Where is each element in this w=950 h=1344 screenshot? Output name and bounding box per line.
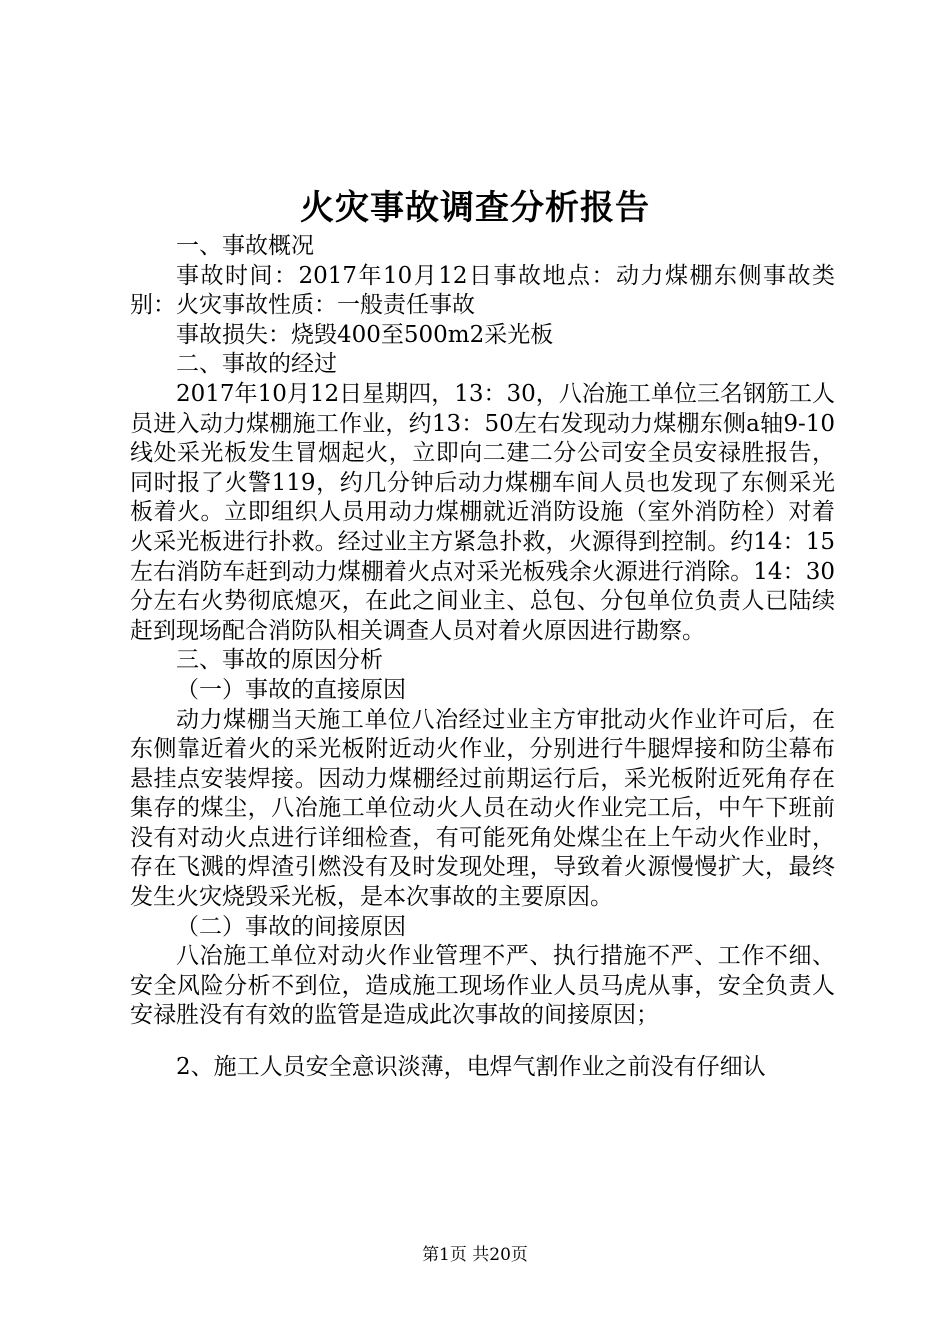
section-heading-cause-analysis: 三、事故的原因分析	[176, 647, 383, 674]
section-heading-process: 二、事故的经过	[176, 351, 337, 378]
paragraph-accident-loss: 事故损失：烧毁400至500m2采光板	[176, 321, 554, 348]
paragraph-direct-cause: 动力煤棚当天施工单位八冶经过业主方审批动火作业许可后，在东侧靠近着火的采光板附近动火作业，分别进行牛腿焊接和防尘幕布悬挂点安装焊接。因动力煤棚经过前期运行后，采光板附近死角存在集存的煤尘，八冶施工单位动火人员在动火作业完工后，中午下班前没有对动火点进行详细检查，有可能死角处煤尘在上午动火作业时，存在飞溅的焊渣引燃没有及时发现处理，导致着火源慢慢扩大，最终发生火灾烧毁采光板，是本次事故的主要原因。	[130, 706, 835, 911]
document-title: 火灾事故调查分析报告	[300, 188, 650, 228]
section-heading-overview: 一、事故概况	[176, 233, 314, 259]
document-body	[130, 232, 835, 1083]
subheading-direct-cause: （一）事故的直接原因	[176, 676, 406, 703]
paragraph-indirect-cause: 八冶施工单位对动火作业管理不严、执行措施不严、工作不细、安全风险分析不到位，造成施工现场作业人员马虎从事，安全负责人安禄胜没有有效的监管是造成此次事故的间接原因；	[130, 943, 835, 1029]
subheading-indirect-cause: （二）事故的间接原因	[176, 913, 406, 940]
page-footer: 第1页 共20页	[422, 1245, 528, 1265]
paragraph-item-2: 2、施工人员安全意识淡薄，电焊气割作业之前没有仔细认	[176, 1054, 766, 1081]
paragraph-accident-info: 事故时间：2017年10月12日事故地点：动力煤棚东侧事故类别：火灾事故性质：一般责任事故	[130, 262, 835, 319]
paragraph-process: 2017年10月12日星期四，13：30，八冶施工单位三名钢筋工人员进入动力煤棚施工作业，约13：50左右发现动力煤棚东侧a轴9-10线处采光板发生冒烟起火，立即向二建二分公司安全员安禄胜报告，同时报了火警119，约几分钟后动力煤棚车间人员也发现了东侧采光板着火。立即组织人员用动力煤棚就近消防设施（室外消防栓）对着火采光板进行扑救。经过业主方紧急扑救，火源得到控制。约14：15左右消防车赶到动力煤棚着火点对采光板残余火源进行消除。14：30分左右火势彻底熄灭，在此之间业主、总包、分包单位负责人已陆续赶到现场配合消防队相关调查人员对着火原因进行勘察。	[130, 380, 835, 644]
